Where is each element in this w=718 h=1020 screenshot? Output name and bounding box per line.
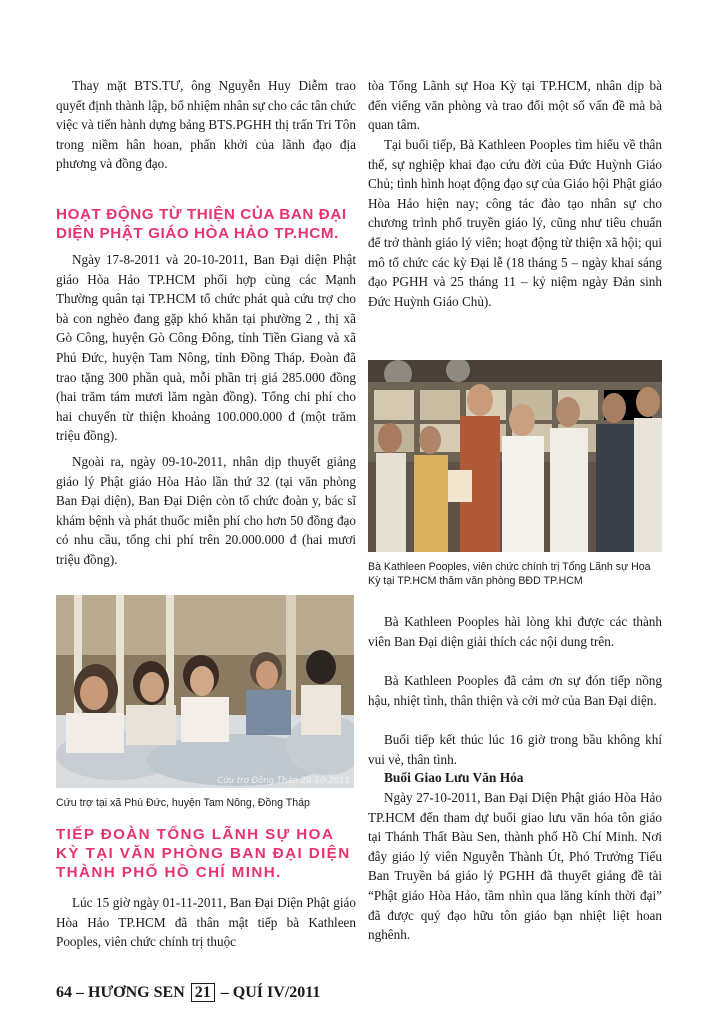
- thanks-paragraph: Bà Kathleen Pooples đã cảm ơn sự đón tiếp nồng hậu, nhiệt tình, thân thiện và cởi mở của Ban Đại diện.: [368, 673, 662, 708]
- consulate-photo-art: [368, 360, 662, 552]
- issue-period: – QUÍ IV/2011: [220, 984, 321, 1001]
- continued-paragraph: tòa Tổng Lãnh sự Hoa Kỳ tại TP.HCM, nhân dịp bà đến viếng văn phòng và trao đổi một số vấn đề mà bà quan tâm.: [368, 78, 662, 133]
- page-number: 64: [56, 984, 72, 1001]
- issue-number: 21: [191, 983, 215, 1002]
- relief-photo: [56, 595, 354, 788]
- relief-photo-art: [56, 595, 354, 788]
- consulate-photo-caption: Bà Kathleen Pooples, viên chức chính trị Tổng Lãnh sự Hoa Kỳ tại TP.HCM thăm văn phòng BĐD TP.HCM: [368, 561, 651, 587]
- medical-paragraph: Ngoài ra, ngày 09-10-2011, nhân dịp thuyết giảng giáo lý Phật giáo Hòa Hảo lần thứ 32 (tại văn phòng Ban Đại diện), Ban Đại Diện còn tổ chức đoàn y, bác sĩ khám bệnh và phát thuốc miễn phí cho hơn 50 đồng đạo có nhu cầu, tổng chi phí trên 20.000.000 đ (hai mươi triệu đồng).: [56, 454, 356, 567]
- consulate-photo: [368, 360, 662, 552]
- consulate-paragraph: Lúc 15 giờ ngày 01-11-2011, Ban Đại Diện Phật giáo Hòa Hảo TP.HCM đã thân mật tiếp bà Kathleen Pooples, viên chức chính trị thuộc: [56, 895, 356, 950]
- closing-paragraph: Buổi tiếp kết thúc lúc 16 giờ trong bầu không khí vui vẻ, thân tình.: [368, 732, 662, 767]
- intro-paragraph: Thay mặt BTS.TƯ, ông Nguyễn Huy Diễm trao quyết định thành lập, bổ nhiệm nhân sự cho các tân chức việc và tiến hành dựng bảng BTS.PGHH thị trấn Tri Tôn trong niềm hân hoan, phấn khởi của lãnh đạo địa phương và đồng đạo.: [56, 78, 356, 172]
- charity-heading: HOẠT ĐỘNG TỪ THIỆN CỦA BAN ĐẠI DIỆN PHẬT GIÁO HÒA HẢO TP.HCM.: [56, 206, 347, 242]
- cultural-exchange-paragraph: Ngày 27-10-2011, Ban Đại Diện Phật giáo Hòa Hảo TP.HCM đến tham dự buổi giao lưu văn hóa tôn giáo tại Thánh Thất Bàu Sen, thành phố Hồ Chí Minh. Nơi đây giáo lý viên Nguyễn Thành Út, Phó Trưởng Tiểu Ban Truyền bá giáo lý PGHH đã thuyết giảng đề tài “Phật giáo Hòa Hảo, tầm nhìn qua lăng kính thời đại” đã được quý đạo hữu tôn giáo bạn nhiệt liệt hoan nghênh.: [368, 790, 662, 943]
- satisfaction-paragraph: Bà Kathleen Pooples hài lòng khi được các thành viên Ban Đại diện giải thích các nội dung trên.: [368, 614, 662, 649]
- magazine-name: – HƯƠNG SEN: [76, 984, 185, 1001]
- meeting-paragraph: Tại buổi tiếp, Bà Kathleen Pooples tìm hiểu về thân thế, sự nghiệp khai đạo cứu đời của Đức Huỳnh Giáo Chủ; tình hình hoạt động đạo sự của Giáo hội Phật giáo Hòa Hảo hiện nay; công tác đào tạo nhân sự cho chương trình phổ truyền giáo lý, cũng như tiêu chuẩn để trở thành giáo lý viên; hoạt động từ thiện xã hội; qui mô tổ chức các kỳ Đại lễ (18 tháng 5 – ngày khai sáng đạo PGHH và 25 tháng 11 – kỷ niệm ngày Đản sinh Đức Huỳnh Giáo Chủ).: [368, 137, 662, 309]
- page-footer: [56, 984, 320, 1002]
- photo-date-stamp: Cứu trợ Đồng Tháp 20-10-2011: [217, 776, 350, 786]
- charity-paragraph: Ngày 17-8-2011 và 20-10-2011, Ban Đại diện Phật giáo Hòa Hảo TP.HCM phối hợp cùng các Mạnh Thường quân tại TP.HCM tổ chức phát quà cứu trợ cho bà con nghèo đang gặp khó khăn tại phường 2 , thị xã Gò Công, huyện Gò Công Đông, tỉnh Tiền Giang và xã Phú Đức, huyện Tam Nông, tỉnh Đồng Tháp. Đoàn đã trao tặng 300 phần quà, mỗi phần trị giá 285.000 đồng (hai trăm tám mươi lăm ngàn đồng). Tổng chi phí cho hai chuyến từ thiện khoảng 100.000.000 đ (một trăm triệu đồng).: [56, 252, 356, 444]
- cultural-exchange-subhead: Buổi Giao Lưu Văn Hóa: [384, 770, 524, 785]
- consulate-heading: TIẾP ĐOÀN TỔNG LÃNH SỰ HOA KỲ TẠI VĂN PHÒNG BAN ĐẠI DIỆN THÀNH PHỐ HỒ CHÍ MINH.: [56, 826, 351, 881]
- relief-photo-caption: Cứu trợ tại xã Phú Đức, huyện Tam Nông, Đồng Tháp: [56, 797, 310, 809]
